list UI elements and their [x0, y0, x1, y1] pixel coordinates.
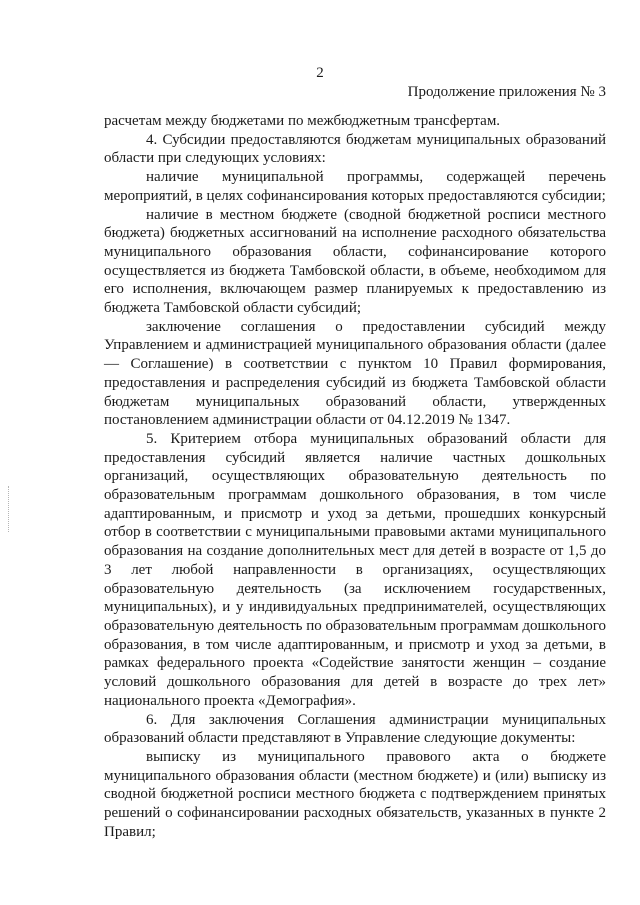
appendix-continuation-note: Продолжение приложения № 3 — [407, 84, 606, 100]
paragraph-condition-program: наличие муниципальной программы, содержащей перечень мероприятий, в целях софинансирования которых предоставляются субсидии; — [104, 169, 606, 204]
paragraph-item-5: 5. Критерием отбора муниципальных образований области для предоставления субсидий является наличие частных дошкольных организаций, осуществляющих образовательную деятельность по образовательным программам дошкольного образования, в том числе адаптированным, и присмотр и уход за детьми, прошедших конкурсный отбор в соответствии с муниципальными правовыми актами муниципального образования на создание дополнительных мест для детей в возрасте от 1,5 до 3 лет любой направленности в организациях, осуществляющих образовательную деятельность (за исключением государственных, муниципальных), и у индивидуальных предпринимателей, осуществляющих образовательную деятельность по образовательным программам дошкольного образования, в том числе адаптированным, и присмотр и уход за детьми, в рамках федерального проекта «Содействие занятости женщин – создание условий дошкольного образования для детей в возрасте до трех лет» национального проекта «Демография». — [104, 430, 606, 709]
paragraph-item-6: 6. Для заключения Соглашения администрации муниципальных образований области представляют в Управление следующие документы: — [104, 711, 606, 747]
paragraph-continuation: расчетам между бюджетами по межбюджетным трансфертам. — [104, 113, 501, 129]
page-number: 2 — [316, 65, 324, 81]
paragraph-condition-agreement: заключение соглашения о предоставлении субсидий между Управлением и администрацией муниципального образования области (далее — Соглашение) в соответствии с пунктом 10 Правил формирования, предоставления и распределения субсидий из бюджета Тамбовской области бюджетам муниципальных образований области, утвержденных постановлением администрации области от 04.12.2019 № 1347. — [104, 318, 606, 429]
paragraph-condition-budget: наличие в местном бюджете (сводной бюджетной росписи местного бюджета) бюджетных ассигнований на исполнение расходного обязательства муниципального образования области, софинансирование которого осуществляется из бюджета Тамбовской области, в объеме, необходимом для его исполнения, включающем размер планируемых к предоставлению из бюджета Тамбовской области субсидий; — [104, 206, 606, 317]
margin-scan-mark — [8, 486, 11, 532]
paragraph-item-4: 4. Субсидии предоставляются бюджетам муниципальных образований области при следующих условиях: — [104, 131, 606, 167]
paragraph-document-extract: выписку из муниципального правового акта о бюджете муниципального образования области (местном бюджете) и (или) выписку из сводной бюджетной росписи местного бюджета с подтверждением принятых решений о софинансировании расходных обязательств, указанных в пункте 2 Правил; — [104, 748, 606, 840]
document-body — [104, 112, 606, 841]
